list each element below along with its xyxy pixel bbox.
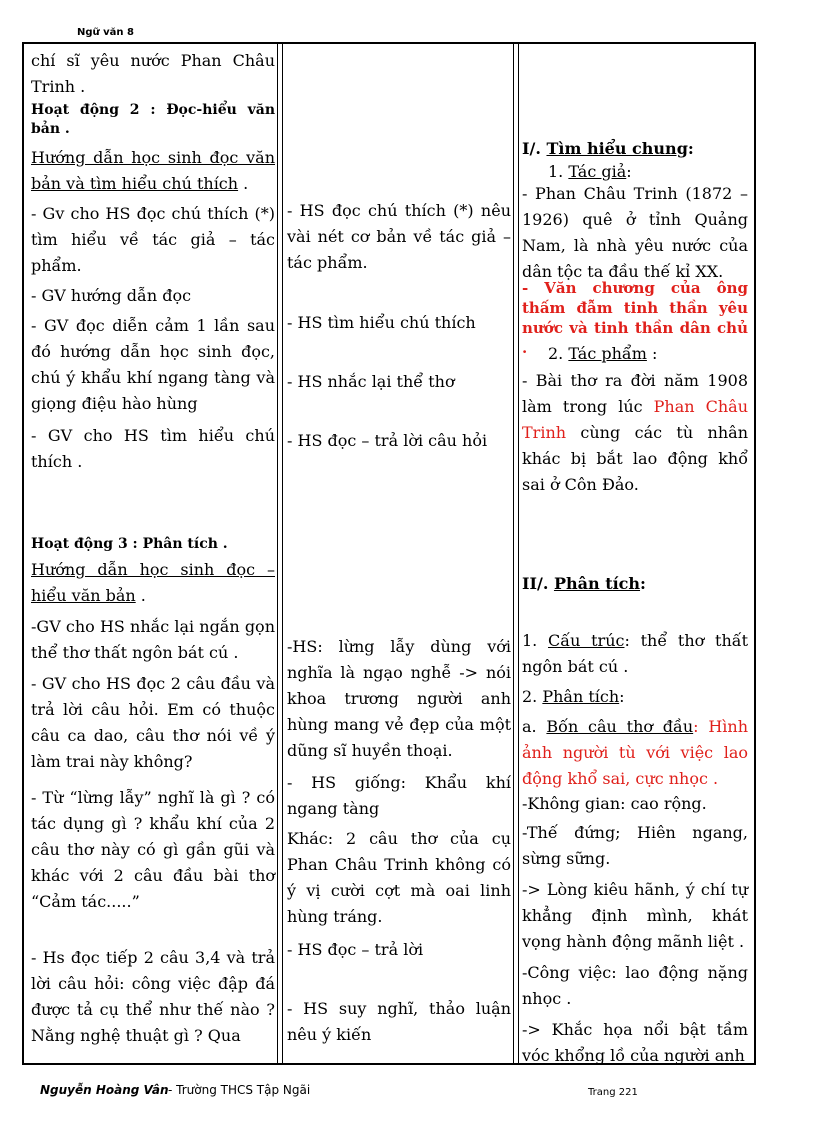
sub-number: 2. xyxy=(548,344,569,363)
text-span: : thể thơ thất ngôn bát cú . xyxy=(522,631,749,676)
text-block: - HS đọc – trả lời câu hỏi xyxy=(287,431,488,450)
highlight-text: Phan Châu Trinh xyxy=(522,397,748,442)
highlight-text: : Hình ảnh người tù với việc lao động khổ sai, cực nhọc . xyxy=(522,717,749,788)
sub-number: 1. xyxy=(522,631,549,650)
sub-label: Cấu trúc xyxy=(548,631,625,650)
footer-page-number: Trang 221 xyxy=(588,1087,638,1098)
guide-heading-text: Hướng dẫn học sinh đọc văn bản và tìm hiểu chú thích xyxy=(31,148,275,193)
text-span: cùng các tù nhân khác bị bắt lao động khổ sai ở Côn Đảo. xyxy=(522,423,748,494)
sub-label: Phân tích xyxy=(542,687,620,706)
subheading-work xyxy=(522,341,748,367)
column-divider xyxy=(282,44,283,1063)
sub-label: Tác giả xyxy=(568,162,627,181)
punct: : xyxy=(619,687,625,706)
text-block: chí sĩ yêu nước Phan Châu Trinh . xyxy=(31,51,275,96)
punct: : xyxy=(626,162,632,181)
guide-heading-text: Hướng dẫn học sinh đọc – hiểu văn bản xyxy=(31,560,275,605)
punct: . xyxy=(238,174,249,193)
sub-label: Bốn câu thơ đầu xyxy=(546,717,694,736)
text-block xyxy=(522,368,748,498)
section-number: II/. xyxy=(522,574,554,593)
text-block: -> Khắc họa nổi bật tầm vóc khổng lồ của người anh xyxy=(522,1020,748,1065)
text-block: - HS đọc – trả lời xyxy=(287,940,424,959)
text-block: - HS tìm hiểu chú thích xyxy=(287,313,476,332)
punct: : xyxy=(640,574,646,593)
text-block: - GV cho HS tìm hiểu chú thích . xyxy=(31,426,275,471)
footer-school: - Trường THCS Tập Ngãi xyxy=(168,1083,311,1097)
highlight-text: - Văn chương của ông thấm đẫm tinh thần yêu nước và tinh thần dân chủ . xyxy=(522,279,748,357)
text-block xyxy=(522,714,748,792)
column-divider xyxy=(513,44,514,1063)
guide-heading xyxy=(31,145,275,197)
text-block: - Phan Châu Trinh (1872 – 1926) quê ở tỉnh Quảng Nam, là nhà yêu nước của dân tộc ta đầu thế kỉ XX. xyxy=(522,184,748,281)
text-block: - GV hướng dẫn đọc xyxy=(31,286,192,305)
text-block: -HS: lừng lẫy dùng với nghĩa là ngạo nghễ -> nói khoa trương người anh hùng mang vẻ đẹp của một dũng sĩ huyền thoại. xyxy=(287,637,511,760)
text-block: - HS nhắc lại thể thơ xyxy=(287,372,455,391)
sub-number: 2. xyxy=(522,687,543,706)
column-divider xyxy=(277,44,278,1063)
text-block: - GV đọc diễn cảm 1 lần sau đó hướng dẫn học sinh đọc, chú ý khẩu khí ngang tàng và giọng điệu hào hùng xyxy=(31,316,275,413)
section-number: I/. xyxy=(522,139,547,158)
text-block: -Thế đứng; Hiên ngang, sừng sững. xyxy=(522,823,748,868)
document-header-subject: Ngữ văn 8 xyxy=(77,27,134,38)
subheading-analysis xyxy=(522,684,748,710)
sub-label: Tác phẩm xyxy=(568,344,647,363)
section-title: Tìm hiểu chung xyxy=(546,139,688,158)
punct: : xyxy=(646,344,658,363)
text-block: -Công việc: lao động nặng nhọc . xyxy=(522,963,748,1008)
lesson-table xyxy=(22,42,756,1065)
guide-heading xyxy=(31,557,275,609)
sub-number: 1. xyxy=(548,162,569,181)
text-block: -GV cho HS nhắc lại ngắn gọn thể thơ thất ngôn bát cú . xyxy=(31,617,275,662)
text-block: - Hs đọc tiếp 2 câu 3,4 và trả lời câu hỏi: công việc đập đá được tả cụ thể như thế nào ? Nằng nghệ thuật gì ? Qua xyxy=(31,948,275,1045)
punct: . xyxy=(135,586,146,605)
footer-author: Nguyễn Hoàng Vân xyxy=(40,1083,169,1097)
text-block xyxy=(522,628,748,680)
text-block: -Không gian: cao rộng. xyxy=(522,794,707,813)
activity-heading: Hoạt động 3 : Phân tích . xyxy=(31,536,228,552)
section-title: Phân tích xyxy=(553,574,641,593)
text-block: - Gv cho HS đọc chú thích (*) tìm hiểu về tác giả – tác phẩm. xyxy=(31,204,275,275)
text-block: - HS suy nghĩ, thảo luận nêu ý kiến xyxy=(287,999,511,1044)
text-block: -> Lòng kiêu hãnh, ý chí tự khẳng định mình, khát vọng hành động mãnh liệt . xyxy=(522,880,748,951)
column-divider xyxy=(518,44,519,1063)
activity-heading: Hoạt động 2 : Đọc-hiểu văn bản . xyxy=(31,102,275,137)
text-block: - HS đọc chú thích (*) nêu vài nét cơ bản về tác giả – tác phẩm. xyxy=(287,201,511,272)
punct: : xyxy=(687,139,694,158)
text-block: - HS giống: Khẩu khí ngang tàng xyxy=(287,773,511,818)
text-block: - Từ “lừng lẫy” nghĩ là gì ? có tác dụng gì ? khẩu khí của 2 câu thơ này có gì gần gũi và khác với 2 câu đầu bài thơ “Cảm tác.....” xyxy=(31,788,275,911)
sub-number: a. xyxy=(522,717,547,736)
text-span: - Bài thơ ra đời năm 1908 làm trong lúc xyxy=(522,371,748,416)
section-heading-2 xyxy=(522,571,748,597)
text-block: - GV cho HS đọc 2 câu đầu và trả lời câu hỏi. Em có thuộc câu ca dao, câu thơ nói về ý làm trai này không? xyxy=(31,674,275,771)
text-block: Khác: 2 câu thơ của cụ Phan Châu Trinh không có ý vị cười cợt mà oai linh hùng tráng. xyxy=(287,829,511,926)
